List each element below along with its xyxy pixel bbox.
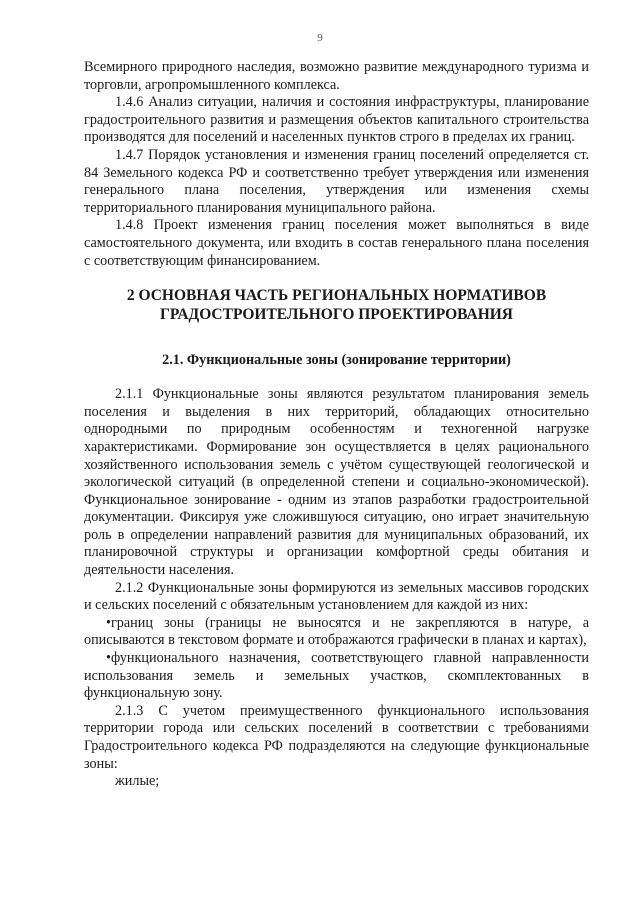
subsection-heading: 2.1. Функциональные зоны (зонирование территории)	[162, 352, 511, 369]
paragraph-2-1-3: 2.1.3 С учетом преимущественного функционального использования территории города или сельских поселений в соответствии с требованиями Градостроительного кодекса РФ подразделяются на следующие функциональные зоны:	[84, 702, 589, 772]
page-number: 9	[317, 32, 323, 44]
section-heading: 2 ОСНОВНАЯ ЧАСТЬ РЕГИОНАЛЬНЫХ НОРМАТИВОВ ГРАДОСТРОИТЕЛЬНОГО ПРОЕКТИРОВАНИЯ	[126, 287, 547, 324]
paragraph-1-4-8: 1.4.8 Проект изменения границ поселения может выполняться в виде самостоятельного документа, или входить в состав генерального плана поселения с соответствующим финансированием.	[84, 217, 589, 269]
paragraph-2-1-1: 2.1.1 Функциональные зоны являются результатом планирования земель поселения и выделения в них территорий, обладающих относительно однородными по природным особенностям и техногенной нагрузке характеристиками. Формирование зон осуществляется в целях рационального хозяйственного использования земель с учётом существующей геологической и экологической ситуаций (в определенной степени и социально-экономической). Функциональное зонирование - одним из этапов разработки градостроительной документации. Фиксируя уже сложившуюся ситуацию, оно играет значительную роль в определении направлений развития для муниципальных образований, их планировочной структуры и организации комфортной среды обитания и деятельности населения.	[84, 386, 589, 579]
list-item: жилые;	[115, 773, 160, 790]
bullet-item: •границ зоны (границы не выносятся и не закрепляются в натуре, а описываются в текстовом формате и отображаются графически в планах и картах),	[84, 614, 589, 649]
document-body	[84, 59, 589, 791]
paragraph-1-4-6: 1.4.6 Анализ ситуации, наличия и состояния инфраструктуры, планирование градостроительного развития и размещения объектов капитального строительства производятся для поселений и населенных пунктов строго в пределах их границ.	[84, 94, 589, 146]
paragraph-continuation: Всемирного природного наследия, возможно развитие международного туризма и торговли, агропромышленного комплекса.	[84, 59, 589, 93]
paragraph-2-1-2: 2.1.2 Функциональные зоны формируются из земельных массивов городских и сельских поселений с обязательным установлением для каждой из них:	[84, 579, 589, 614]
bullet-item: •функционального назначения, соответствующего главной направленности использования земель и земельных участков, скомплектованных в функциональную зону.	[84, 650, 589, 702]
spacer	[84, 369, 589, 386]
paragraph-1-4-7: 1.4.7 Порядок установления и изменения границ поселений определяется ст. 84 Земельного кодекса РФ и соответственно требует утверждения или изменения генерального плана поселения, утверждения или изменения схемы территориального планирования муниципального района.	[84, 146, 589, 216]
